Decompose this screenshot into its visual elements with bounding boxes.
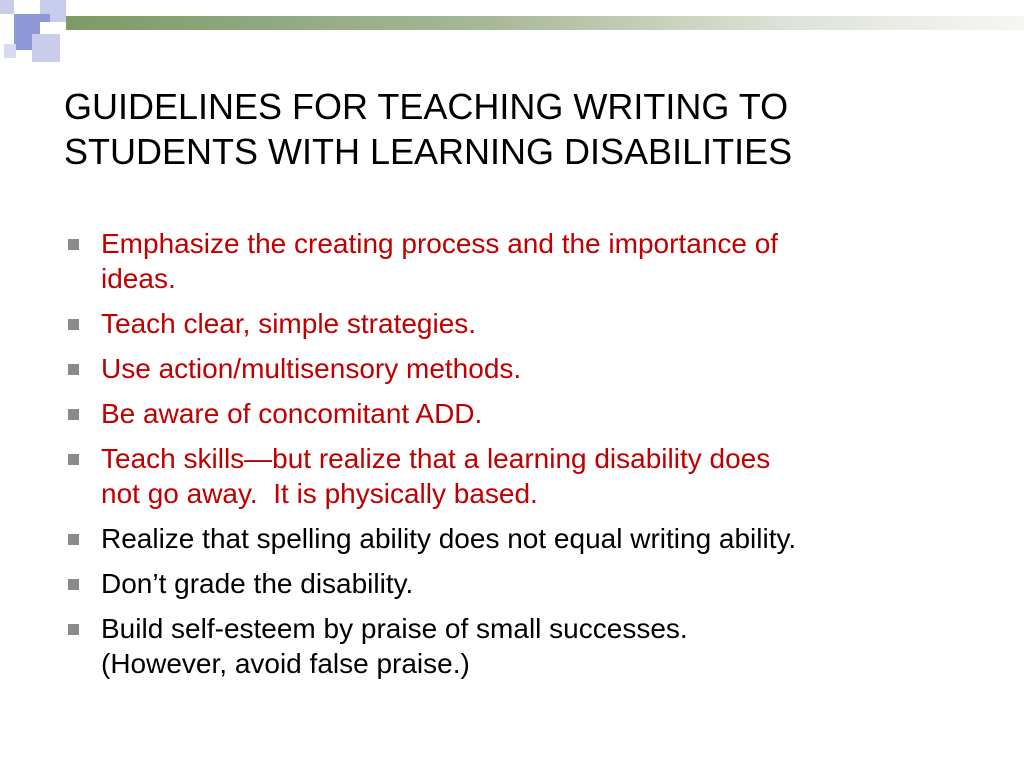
bullet-text — [101, 306, 964, 341]
decor-square — [4, 44, 16, 58]
slide-title — [64, 84, 964, 174]
bullet-text-line: Don’t grade the disability. — [101, 568, 414, 599]
bullet-text-line: (However, avoid false praise.) — [101, 648, 470, 679]
square-bullet-icon — [68, 534, 79, 545]
bullet-item — [64, 351, 964, 386]
slide-title-line: STUDENTS WITH LEARNING DISABILITIES — [64, 131, 793, 172]
bullet-text — [101, 396, 964, 431]
bullet-item — [64, 306, 964, 341]
slide-title-line: GUIDELINES FOR TEACHING WRITING TO — [64, 86, 789, 127]
bullet-item — [64, 566, 964, 601]
bullet-text-line: Use action/multisensory methods. — [101, 353, 522, 384]
bullet-text-line: ideas. — [101, 263, 176, 294]
bullet-item — [64, 521, 964, 556]
bullet-text-line: Teach skills—but realize that a learning disability does — [101, 443, 771, 474]
bullet-item — [64, 226, 964, 296]
bullet-text-line: Teach clear, simple strategies. — [101, 308, 477, 339]
bullet-item — [64, 611, 964, 681]
square-bullet-icon — [68, 454, 79, 465]
bullet-text-line: not go away. It is physically based. — [101, 478, 538, 509]
bullet-text — [101, 611, 964, 681]
square-bullet-icon — [68, 624, 79, 635]
bullet-text — [101, 441, 964, 511]
bullet-item — [64, 396, 964, 431]
bullet-list — [64, 226, 964, 691]
bullet-text-line: Realize that spelling ability does not equal writing ability. — [101, 523, 797, 554]
square-bullet-icon — [68, 409, 79, 420]
square-bullet-icon — [68, 239, 79, 250]
decorative-squares — [0, 0, 80, 64]
bullet-text-line: Be aware of concomitant ADD. — [101, 398, 483, 429]
bullet-text — [101, 521, 964, 556]
square-bullet-icon — [68, 579, 79, 590]
decor-square — [32, 34, 60, 62]
bullet-text — [101, 566, 964, 601]
bullet-text-line: Build self-esteem by praise of small successes. — [101, 613, 688, 644]
bullet-item — [64, 441, 964, 511]
bullet-text-line: Emphasize the creating process and the importance of — [101, 228, 779, 259]
bullet-text — [101, 226, 964, 296]
decorative-top-bar — [66, 16, 1024, 30]
square-bullet-icon — [68, 364, 79, 375]
square-bullet-icon — [68, 319, 79, 330]
decor-square — [0, 0, 14, 14]
bullet-text — [101, 351, 964, 386]
